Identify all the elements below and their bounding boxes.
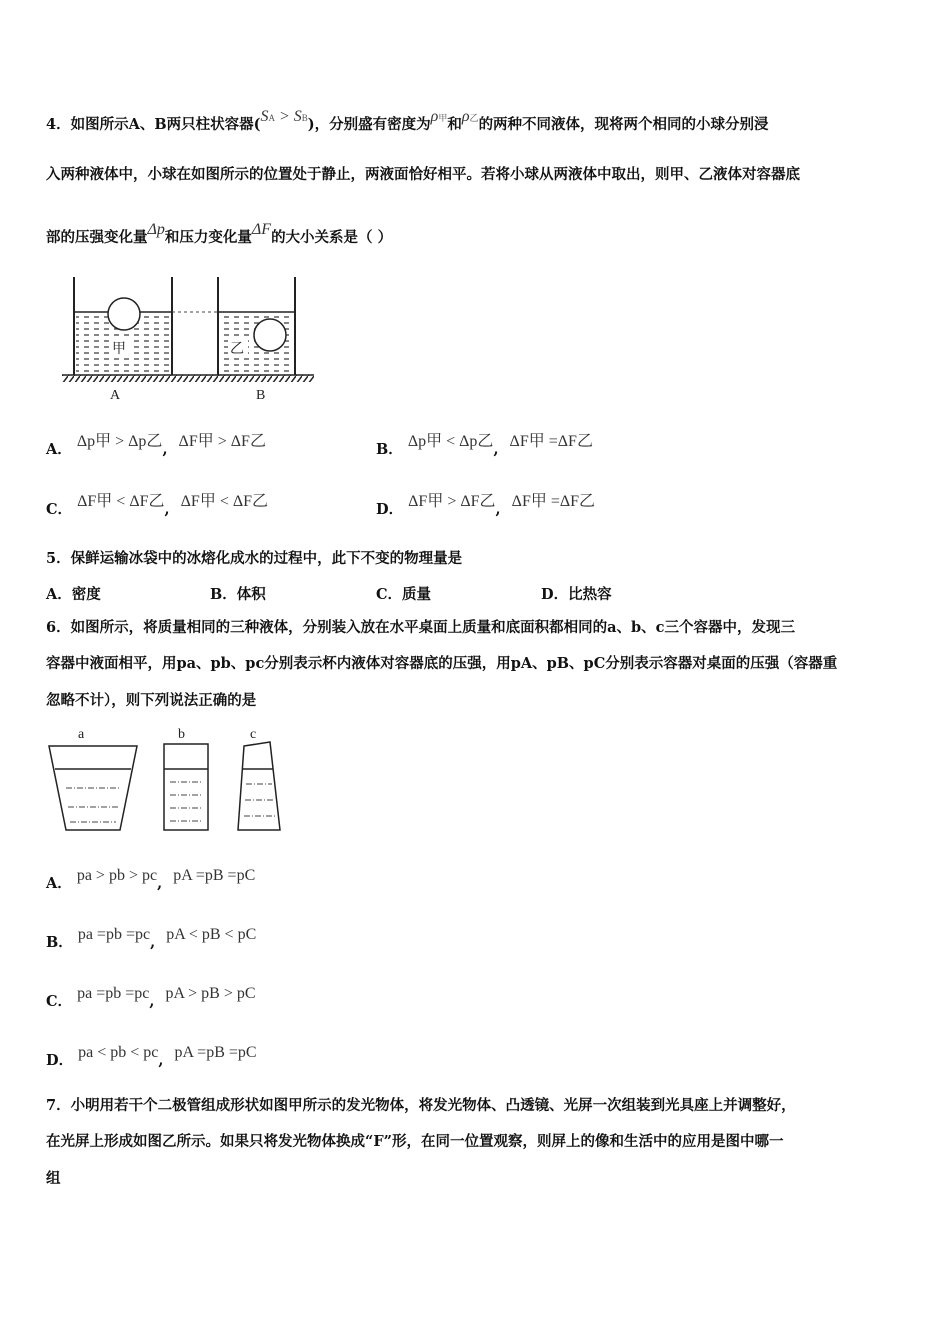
label-B: B (256, 388, 266, 402)
q5-option-d[interactable]: D．比热容 (541, 586, 612, 603)
q4-stem-line2: 入两种液体中，小球在如图所示的位置处于静止，两液面恰好相平。若将小球从两液体中取出，则甲、乙液体对容器底 (46, 166, 800, 183)
q5-option-a[interactable]: A．密度 (46, 586, 101, 603)
q6-option-a[interactable]: A． pa > pb > pc, pA =pB =pC (46, 867, 256, 892)
ball-a (108, 298, 140, 330)
q5-option-b[interactable]: B．体积 (210, 586, 266, 603)
q4-option-c[interactable]: C． ΔF甲 < ΔF乙, ΔF甲 < ΔF乙 (46, 493, 269, 518)
q6-stem-line3: 忽略不计），则下列说法正确的是 (46, 692, 257, 709)
label-jia: 甲 (112, 342, 126, 357)
q7-stem-line1: 7．小明用若干个二极管组成形状如图甲所示的发光物体，将发光物体、凸透镜、光屏一次组装到光具座上并调整好， (46, 1097, 796, 1114)
label-b: b (178, 727, 185, 742)
q6-option-d[interactable]: D． pa < pb < pc, pA =pB =pC (46, 1044, 257, 1069)
q4-stem-line3: 部的压强变化量Δp和压力变化量ΔF的大小关系是（ ） (46, 221, 393, 246)
q4-stem-line1: 4．如图所示A、B两只柱状容器(SA > SB)，分别盛有密度为ρ甲和ρ乙的两种不同液体，现将两个相同的小球分别浸 (46, 108, 769, 133)
ball-b (254, 319, 286, 351)
q6-option-b[interactable]: B． pa =pb =pc, pA < pB < pC (46, 926, 257, 951)
q6-figure (44, 722, 294, 832)
q4-figure (44, 272, 324, 402)
q5-option-c[interactable]: C．质量 (376, 586, 432, 603)
label-c: c (250, 727, 257, 742)
q7-stem-line3: 组 (46, 1170, 61, 1187)
label-a: a (78, 727, 85, 742)
q6-stem-line1: 6．如图所示，将质量相同的三种液体，分别装入放在水平桌面上质量和底面积都相同的a、b、c三个容器中，发现三 (46, 619, 795, 636)
q6-stem-line2: 容器中液面相平，用pa、pb、pc分别表示杯内液体对容器底的压强，用pA、pB、pC分别表示容器对桌面的压强（容器重 (46, 655, 838, 672)
q4-option-d[interactable]: D． ΔF甲 > ΔF乙, ΔF甲 =ΔF乙 (376, 493, 596, 518)
container-b (164, 744, 208, 830)
q5-stem: 5．保鲜运输冰袋中的冰熔化成水的过程中，此下不变的物理量是 (46, 550, 463, 567)
container-c (238, 742, 280, 830)
q4-option-a[interactable]: A． Δp甲 > Δp乙, ΔF甲 > ΔF乙 (46, 433, 266, 458)
label-yi: 乙 (230, 342, 244, 357)
q4-option-b[interactable]: B． Δp甲 < Δp乙, ΔF甲 =ΔF乙 (376, 433, 593, 458)
q7-stem-line2: 在光屏上形成如图乙所示。如果只将发光物体换成“F”形，在同一位置观察，则屏上的像和生活中的应用是图中哪一 (46, 1133, 784, 1150)
q6-option-c[interactable]: C． pa =pb =pc, pA > pB > pC (46, 985, 256, 1010)
label-A: A (110, 388, 121, 402)
